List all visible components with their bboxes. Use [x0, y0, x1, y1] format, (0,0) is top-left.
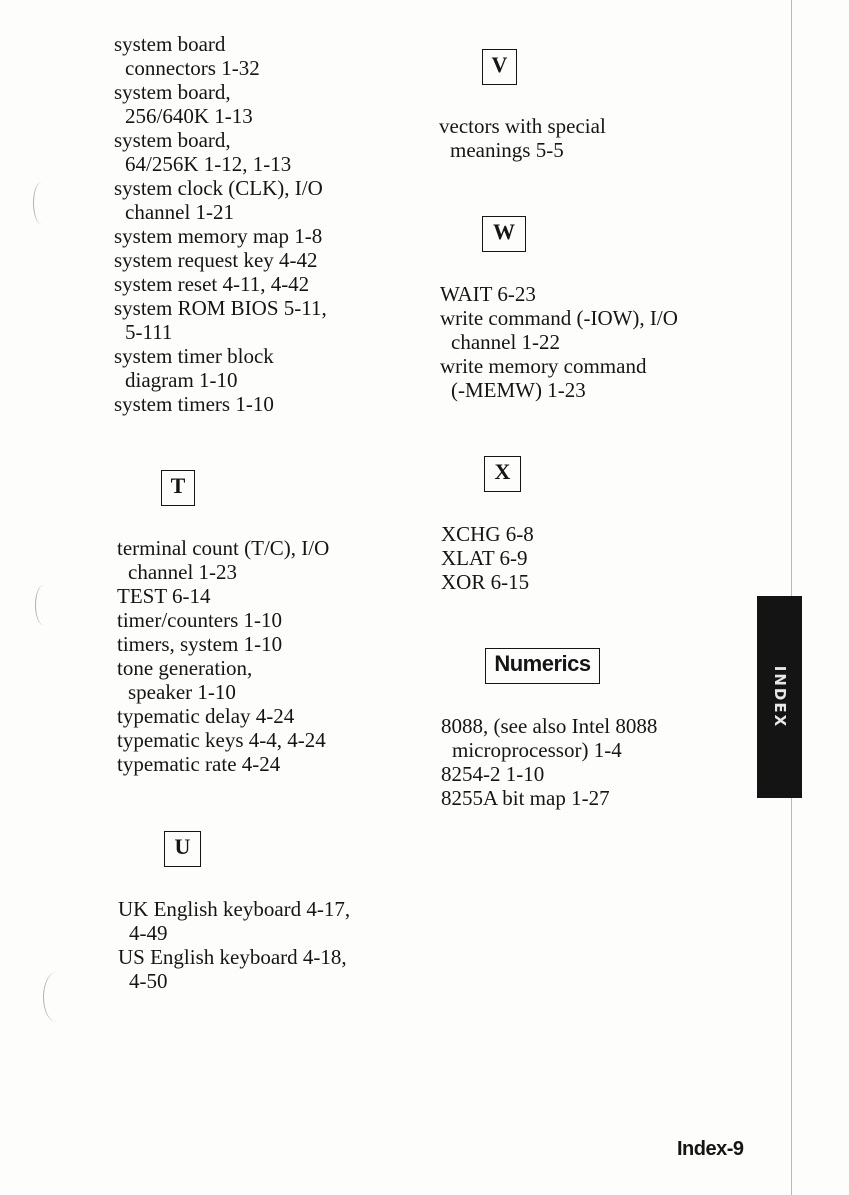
- index-entry-continuation: meanings 5-5: [450, 138, 564, 162]
- index-entry: [440, 306, 678, 354]
- index-entry-term: write memory command: [440, 354, 647, 378]
- index-entry: [117, 608, 329, 632]
- index-entry-term: system reset 4-11, 4-42: [114, 272, 310, 296]
- index-tab: [757, 596, 802, 798]
- index-entry: [117, 536, 329, 584]
- index-entry: [117, 752, 329, 776]
- index-entry: [441, 786, 657, 810]
- index-entry-term: XOR 6-15: [441, 570, 530, 594]
- index-entry-term: vectors with special: [439, 114, 606, 138]
- index-entry-term: timer/counters 1-10: [117, 608, 283, 632]
- index-entry: [114, 176, 327, 224]
- index-entry: [439, 114, 606, 162]
- index-entry: [118, 897, 350, 945]
- section-letter-box: V: [482, 49, 517, 85]
- index-entry-continuation: connectors 1-32: [125, 56, 260, 80]
- index-entry: [441, 762, 657, 786]
- page-number: Index-9: [677, 1138, 744, 1160]
- index-entry: [441, 570, 534, 594]
- section-letter-box: Numerics: [485, 648, 600, 684]
- index-entry: [441, 714, 657, 762]
- index-entry: [117, 632, 329, 656]
- index-entry: [114, 272, 327, 296]
- index-entry-term: 8254-2 1-10: [441, 762, 545, 786]
- index-section-t: [117, 536, 329, 776]
- index-section-s-continued: [114, 32, 327, 416]
- index-entry-term: TEST 6-14: [117, 584, 211, 608]
- index-entry-continuation: 256/640K 1-13: [125, 104, 253, 128]
- index-entry: [117, 656, 329, 704]
- section-letter-box: W: [482, 216, 526, 252]
- index-section-v: [439, 114, 606, 162]
- index-entry: [114, 248, 327, 272]
- index-entry-term: typematic keys 4-4, 4-24: [117, 728, 326, 752]
- index-entry-term: XCHG 6-8: [441, 522, 534, 546]
- index-entry-continuation: channel 1-21: [125, 200, 235, 224]
- index-entry: [114, 128, 327, 176]
- section-letter-box: T: [161, 470, 195, 506]
- index-entry-continuation: 5-111: [125, 320, 173, 344]
- index-entry: [117, 584, 329, 608]
- index-section-u: [118, 897, 350, 993]
- index-entry: [117, 704, 329, 728]
- index-entry-term: terminal count (T/C), I/O: [117, 536, 330, 560]
- index-entry-term: system memory map 1-8: [114, 224, 323, 248]
- index-entry-term: 8255A bit map 1-27: [441, 786, 610, 810]
- index-entry-term: write command (-IOW), I/O: [440, 306, 678, 330]
- index-entry-continuation: microprocessor) 1-4: [452, 738, 622, 762]
- index-entry: [441, 522, 534, 546]
- section-letter-box: X: [484, 456, 521, 492]
- index-entry-term: system request key 4-42: [114, 248, 318, 272]
- index-entry-term: tone generation,: [117, 656, 253, 680]
- index-entry: [118, 945, 350, 993]
- index-entry-term: system board,: [114, 80, 231, 104]
- index-entry-continuation: 4-49: [129, 921, 168, 945]
- index-entry-continuation: channel 1-23: [128, 560, 238, 584]
- index-entry-term: system timer block: [114, 344, 274, 368]
- index-section-numerics: [441, 714, 657, 810]
- index-entry-continuation: speaker 1-10: [128, 680, 236, 704]
- index-entry: [114, 344, 327, 392]
- index-entry: [440, 282, 678, 306]
- index-entry-term: system timers 1-10: [114, 392, 274, 416]
- index-entry-term: UK English keyboard 4-17,: [118, 897, 351, 921]
- index-section-w: [440, 282, 678, 402]
- index-entry-term: timers, system 1-10: [117, 632, 283, 656]
- index-entry-term: typematic delay 4-24: [117, 704, 295, 728]
- index-entry-term: XLAT 6-9: [441, 546, 528, 570]
- index-entry: [114, 392, 327, 416]
- index-entry-term: WAIT 6-23: [440, 282, 536, 306]
- index-entry: [114, 80, 327, 128]
- index-entry-term: system ROM BIOS 5-11,: [114, 296, 327, 320]
- index-entry: [117, 728, 329, 752]
- index-entry-term: US English keyboard 4-18,: [118, 945, 347, 969]
- index-section-x: [441, 522, 534, 594]
- scan-artifact: [43, 972, 70, 1022]
- index-entry-continuation: 4-50: [129, 969, 168, 993]
- index-entry-term: 8088, (see also Intel 8088: [441, 714, 658, 738]
- index-entry-continuation: channel 1-22: [451, 330, 561, 354]
- index-entry-term: typematic rate 4-24: [117, 752, 281, 776]
- scan-artifact: [35, 585, 52, 625]
- index-entry-continuation: 64/256K 1-12, 1-13: [125, 152, 292, 176]
- index-entry: [440, 354, 678, 402]
- index-entry: [114, 224, 327, 248]
- index-tab-label: INDEX: [770, 665, 789, 729]
- index-entry: [114, 32, 327, 80]
- scan-artifact: [33, 182, 50, 224]
- section-letter-box: U: [164, 831, 201, 867]
- index-entry-continuation: (-MEMW) 1-23: [451, 378, 586, 402]
- index-entry: [114, 296, 327, 344]
- index-entry: [441, 546, 534, 570]
- index-entry-term: system board: [114, 32, 226, 56]
- index-entry-continuation: diagram 1-10: [125, 368, 238, 392]
- index-entry-term: system board,: [114, 128, 231, 152]
- index-entry-term: system clock (CLK), I/O: [114, 176, 323, 200]
